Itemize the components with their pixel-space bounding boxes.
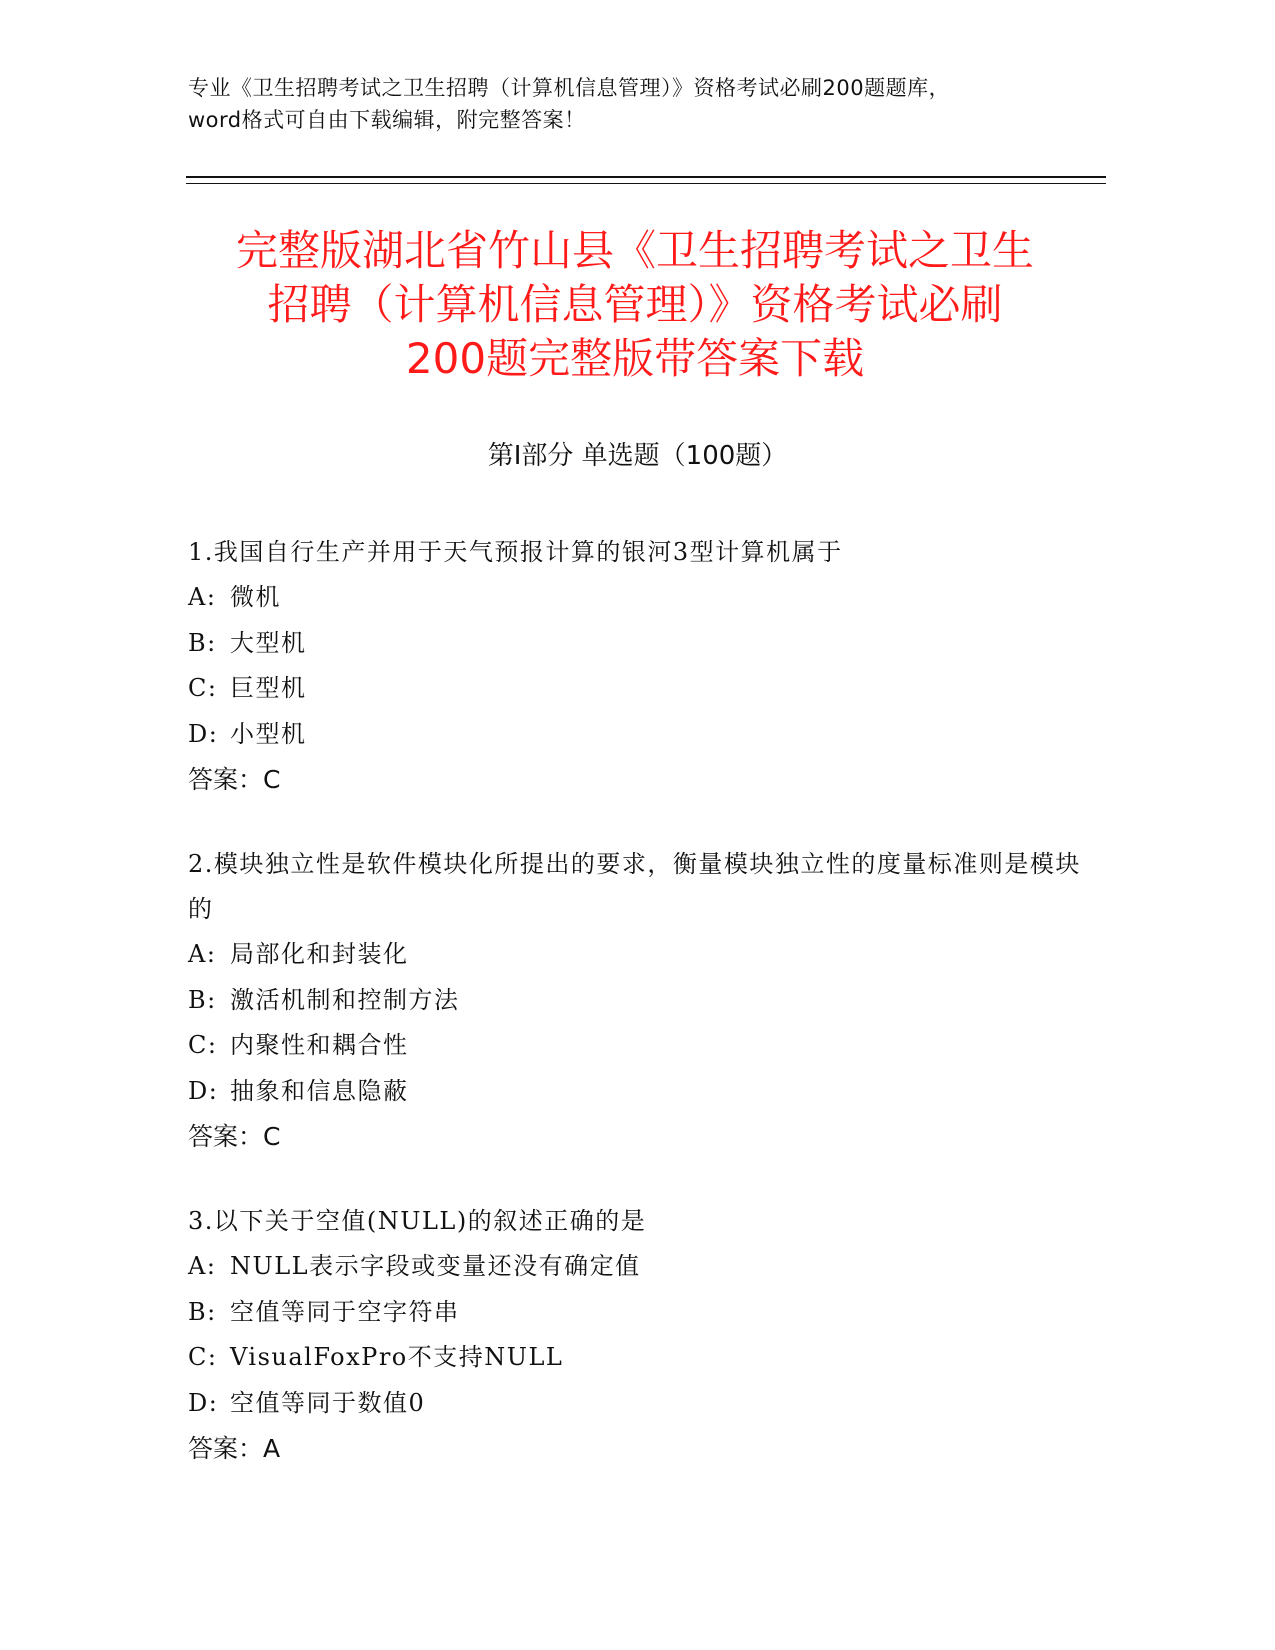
option-text: 内聚性和耦合性	[230, 1031, 409, 1059]
answer-text: 答案：C	[188, 765, 281, 794]
question-item	[188, 842, 1088, 1159]
option-text: 空值等同于空字符串	[230, 1297, 460, 1326]
option-text: NULL表示字段或变量还没有确定值	[230, 1252, 641, 1280]
option-d	[188, 1069, 1088, 1115]
question-item	[188, 1199, 1088, 1471]
option-label: C:	[188, 1343, 218, 1371]
section-title: 第Ⅰ部分 单选题（100题）	[487, 441, 788, 471]
question-text: 3.以下关于空值(NULL)的叙述正确的是	[188, 1207, 647, 1235]
title-line: 完整版湖北省竹山县《卫生招聘考试之卫生	[235, 226, 1034, 275]
option-label: C:	[188, 674, 218, 702]
option-label: D:	[188, 719, 219, 748]
question-text: 2.模块独立性是软件模块化所提出的要求，衡量模块独立性的度量标准则是模块的	[188, 850, 1081, 923]
option-text: 空值等同于数值0	[230, 1388, 426, 1417]
option-text: 抽象和信息隐蔽	[230, 1076, 409, 1105]
option-label: A:	[188, 940, 217, 968]
title-line: 200题完整版带答案下载	[405, 334, 865, 383]
option-b	[188, 621, 1088, 667]
option-b	[188, 978, 1088, 1024]
option-label: D:	[188, 1388, 219, 1417]
option-label: B:	[188, 628, 217, 657]
option-label: A:	[188, 1252, 217, 1280]
option-d	[188, 712, 1088, 758]
document-title	[130, 224, 1140, 386]
option-a	[188, 932, 1088, 978]
header-note	[188, 72, 1108, 136]
option-text: 激活机制和控制方法	[230, 985, 460, 1014]
option-label: C:	[188, 1031, 218, 1059]
option-a	[188, 1244, 1088, 1290]
answer-text: 答案：C	[188, 1122, 281, 1151]
question-text: 1.我国自行生产并用于天气预报计算的银河3型计算机属于	[188, 538, 843, 566]
option-label: B:	[188, 985, 217, 1014]
divider	[186, 183, 1106, 184]
title-line: 招聘（计算机信息管理）》资格考试必刷	[267, 280, 1003, 329]
question-list	[188, 530, 1088, 1511]
option-label: B:	[188, 1297, 217, 1326]
option-text: 大型机	[230, 628, 307, 657]
option-label: D:	[188, 1076, 219, 1105]
option-c	[188, 666, 1088, 712]
answer-text: 答案：A	[188, 1434, 281, 1463]
option-text: 局部化和封装化	[230, 940, 409, 968]
option-c	[188, 1335, 1088, 1381]
question-item	[188, 530, 1088, 802]
option-a	[188, 575, 1088, 621]
option-text: 小型机	[230, 719, 307, 748]
option-text: 微机	[230, 583, 281, 611]
option-label: A:	[188, 583, 217, 611]
option-b	[188, 1290, 1088, 1336]
header-note-line: 专业《卫生招聘考试之卫生招聘（计算机信息管理）》资格考试必刷200题题库，	[188, 76, 951, 100]
divider	[186, 176, 1106, 178]
option-c	[188, 1023, 1088, 1069]
option-d	[188, 1381, 1088, 1427]
option-text: 巨型机	[230, 674, 307, 702]
header-note-line: word格式可自由下载编辑，附完整答案！	[188, 108, 586, 132]
option-text: VisualFoxPro不支持NULL	[230, 1343, 564, 1371]
